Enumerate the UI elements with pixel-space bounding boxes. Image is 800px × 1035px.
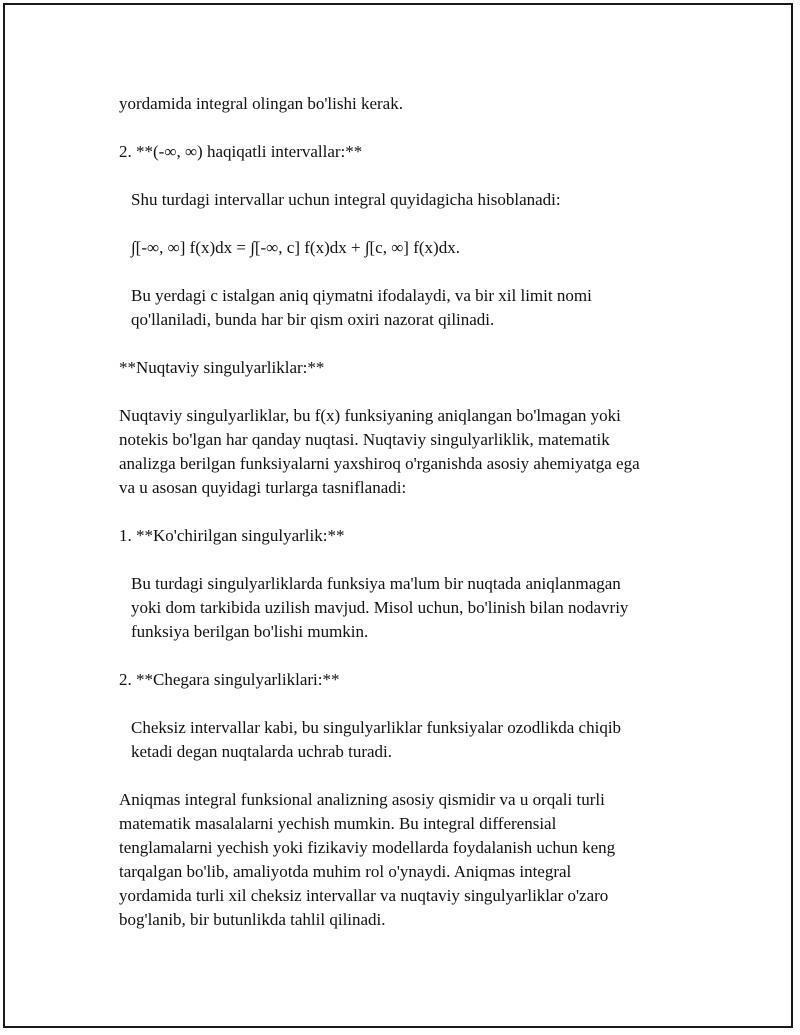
list-item-heading-boundary: 2. **Chegara singulyarliklari:** (119, 670, 340, 689)
paragraph-boundary: Cheksiz intervallar kabi, bu singulyarliklar funksiyalar ozodlikda chiqib ketadi degan nuqtalarda uchrab turadi. (131, 718, 622, 761)
document-body (119, 92, 719, 956)
section-heading-singularities: **Nuqtaviy singulyarliklar:** (119, 358, 325, 377)
paragraph-limit-note: Bu yerdagi c istalgan aniq qiymatni ifodalaydi, va bir xil limit nomi qo'llaniladi, bunda har bir qism oxiri nazorat qilinadi. (131, 286, 592, 329)
paragraph-continuation: yordamida integral olingan bo'lishi kerak. (119, 94, 403, 113)
paragraph-conclusion: Aniqmas integral funksional analizning asosiy qismidir va u orqali turli matematik masalalarni yechish mumkin. Bu integral differensial tenglamalarni yechish yoki fizikaviy modellarda foydalanish uchun keng tarqalgan bo'lib, amaliyotda muhim rol o'ynaydi. Aniqmas integral yordamida turli xil cheksiz intervallar va nuqtaviy singulyarliklar o'zaro bog'lanib, bir butunlikda tahlil qilinadi. (119, 790, 616, 929)
list-item-heading-removable: 1. **Ko'chirilgan singulyarlik:** (119, 526, 345, 545)
list-item-heading-interval: 2. **(-∞, ∞) haqiqatli intervallar:** (119, 142, 363, 161)
paragraph-singularities: Nuqtaviy singulyarliklar, bu f(x) funksiyaning aniqlangan bo'lmagan yoki notekis bo'lgan har qanday nuqtasi. Nuqtaviy singulyarliklik, matematik analizga berilgan funksiyalarni yaxshiroq o'rganishda asosiy ahemiyatga ega va u asosan quyidagi turlarga tasniflanadi: (119, 406, 640, 497)
formula-integral: ∫[-∞, ∞] f(x)dx = ∫[-∞, c] f(x)dx + ∫[c, ∞] f(x)dx. (131, 238, 460, 257)
paragraph-removable: Bu turdagi singulyarliklarda funksiya ma'lum bir nuqtada aniqlanmagan yoki dom tarkibida uzilish mavjud. Misol uchun, bo'linish bilan nodavriy funksiya berilgan bo'lishi mumkin. (131, 574, 629, 641)
paragraph-interval-intro: Shu turdagi intervallar uchun integral quyidagicha hisoblanadi: (131, 190, 561, 209)
